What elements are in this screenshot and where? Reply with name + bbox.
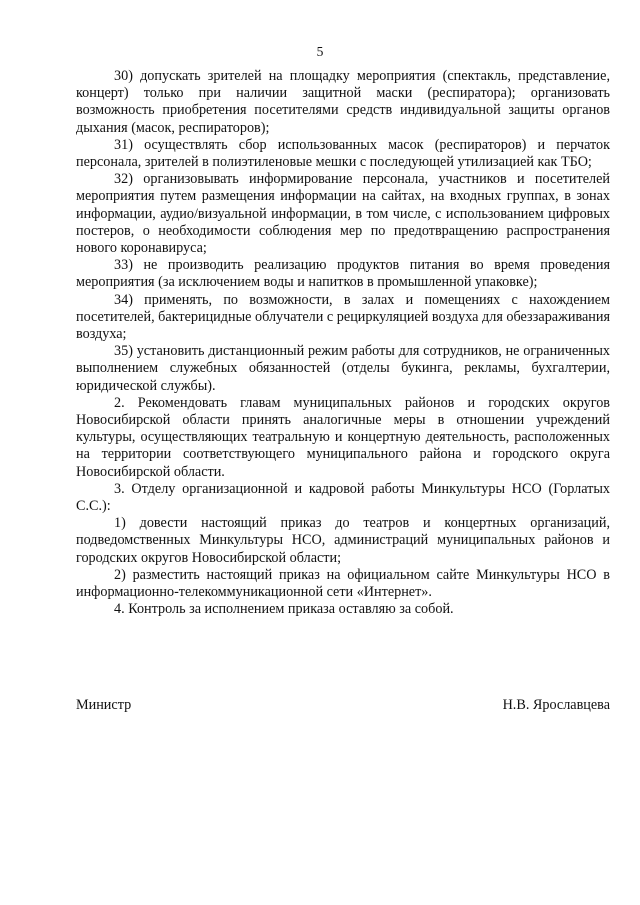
paragraph-section-3-item-1: 1) довести настоящий приказ до театров и концертных организаций, подведомственных Минкультуры НСО, администраций муниципальных районов и городских округов Новосибирской области; <box>76 515 610 566</box>
document-body <box>76 68 610 619</box>
paragraph-item-35: 35) установить дистанционный режим работы для сотрудников, не ограниченных выполнением служебных обязанностей (отделы букинга, рекламы, бухгалтерии, юридической службы). <box>76 343 610 394</box>
paragraph-section-2: 2. Рекомендовать главам муниципальных районов и городских округов Новосибирской области принять аналогичные меры в отношении учреждений культуры, осуществляющих театральную и концертную деятельность, расположенных на территории соответствующего муниципального района и городского округа Новосибирской области. <box>76 394 610 480</box>
signature-name: Н.В. Ярославцева <box>502 697 610 713</box>
paragraph-item-32: 32) организовывать информирование персонала, участников и посетителей мероприятия путем размещения информации на сайтах, на входных группах, в зонах информации, аудио/визуальной информации, в том числе, с использованием цифровых постеров, о необходимости соблюдения мер по предотвращению распространения нового коронавируса; <box>76 171 610 257</box>
paragraph-item-30: 30) допускать зрителей на площадку мероприятия (спектакль, представление, концерт) только при наличии защитной маски (респиратора); организовать возможность приобретения посетителями средств индивидуальной защиты органов дыхания (масок, респираторов); <box>76 68 610 136</box>
paragraph-item-31: 31) осуществлять сбор использованных масок (респираторов) и перчаток персонала, зрителей в полиэтиленовые мешки с последующей утилизацией как ТБО; <box>76 136 610 171</box>
signature-title: Министр <box>76 697 132 713</box>
paragraph-item-33: 33) не производить реализацию продуктов питания во время проведения мероприятия (за исключением воды и напитков в промышленной упаковке); <box>76 257 610 291</box>
paragraph-section-4: 4. Контроль за исполнением приказа оставляю за собой. <box>114 601 454 618</box>
paragraph-item-34: 34) применять, по возможности, в залах и помещениях с нахождением посетителей, бактерицидные облучатели с рециркуляцией воздуха для обеззараживания воздуха; <box>76 291 610 343</box>
paragraph-section-3: 3. Отделу организационной и кадровой работы Минкультуры НСО (Горлатых С.С.): <box>76 480 610 515</box>
page-number: 5 <box>316 44 324 59</box>
paragraph-section-3-item-2: 2) разместить настоящий приказ на официальном сайте Минкультуры НСО в информационно-телекоммуникационной сети «Интернет». <box>76 566 610 601</box>
